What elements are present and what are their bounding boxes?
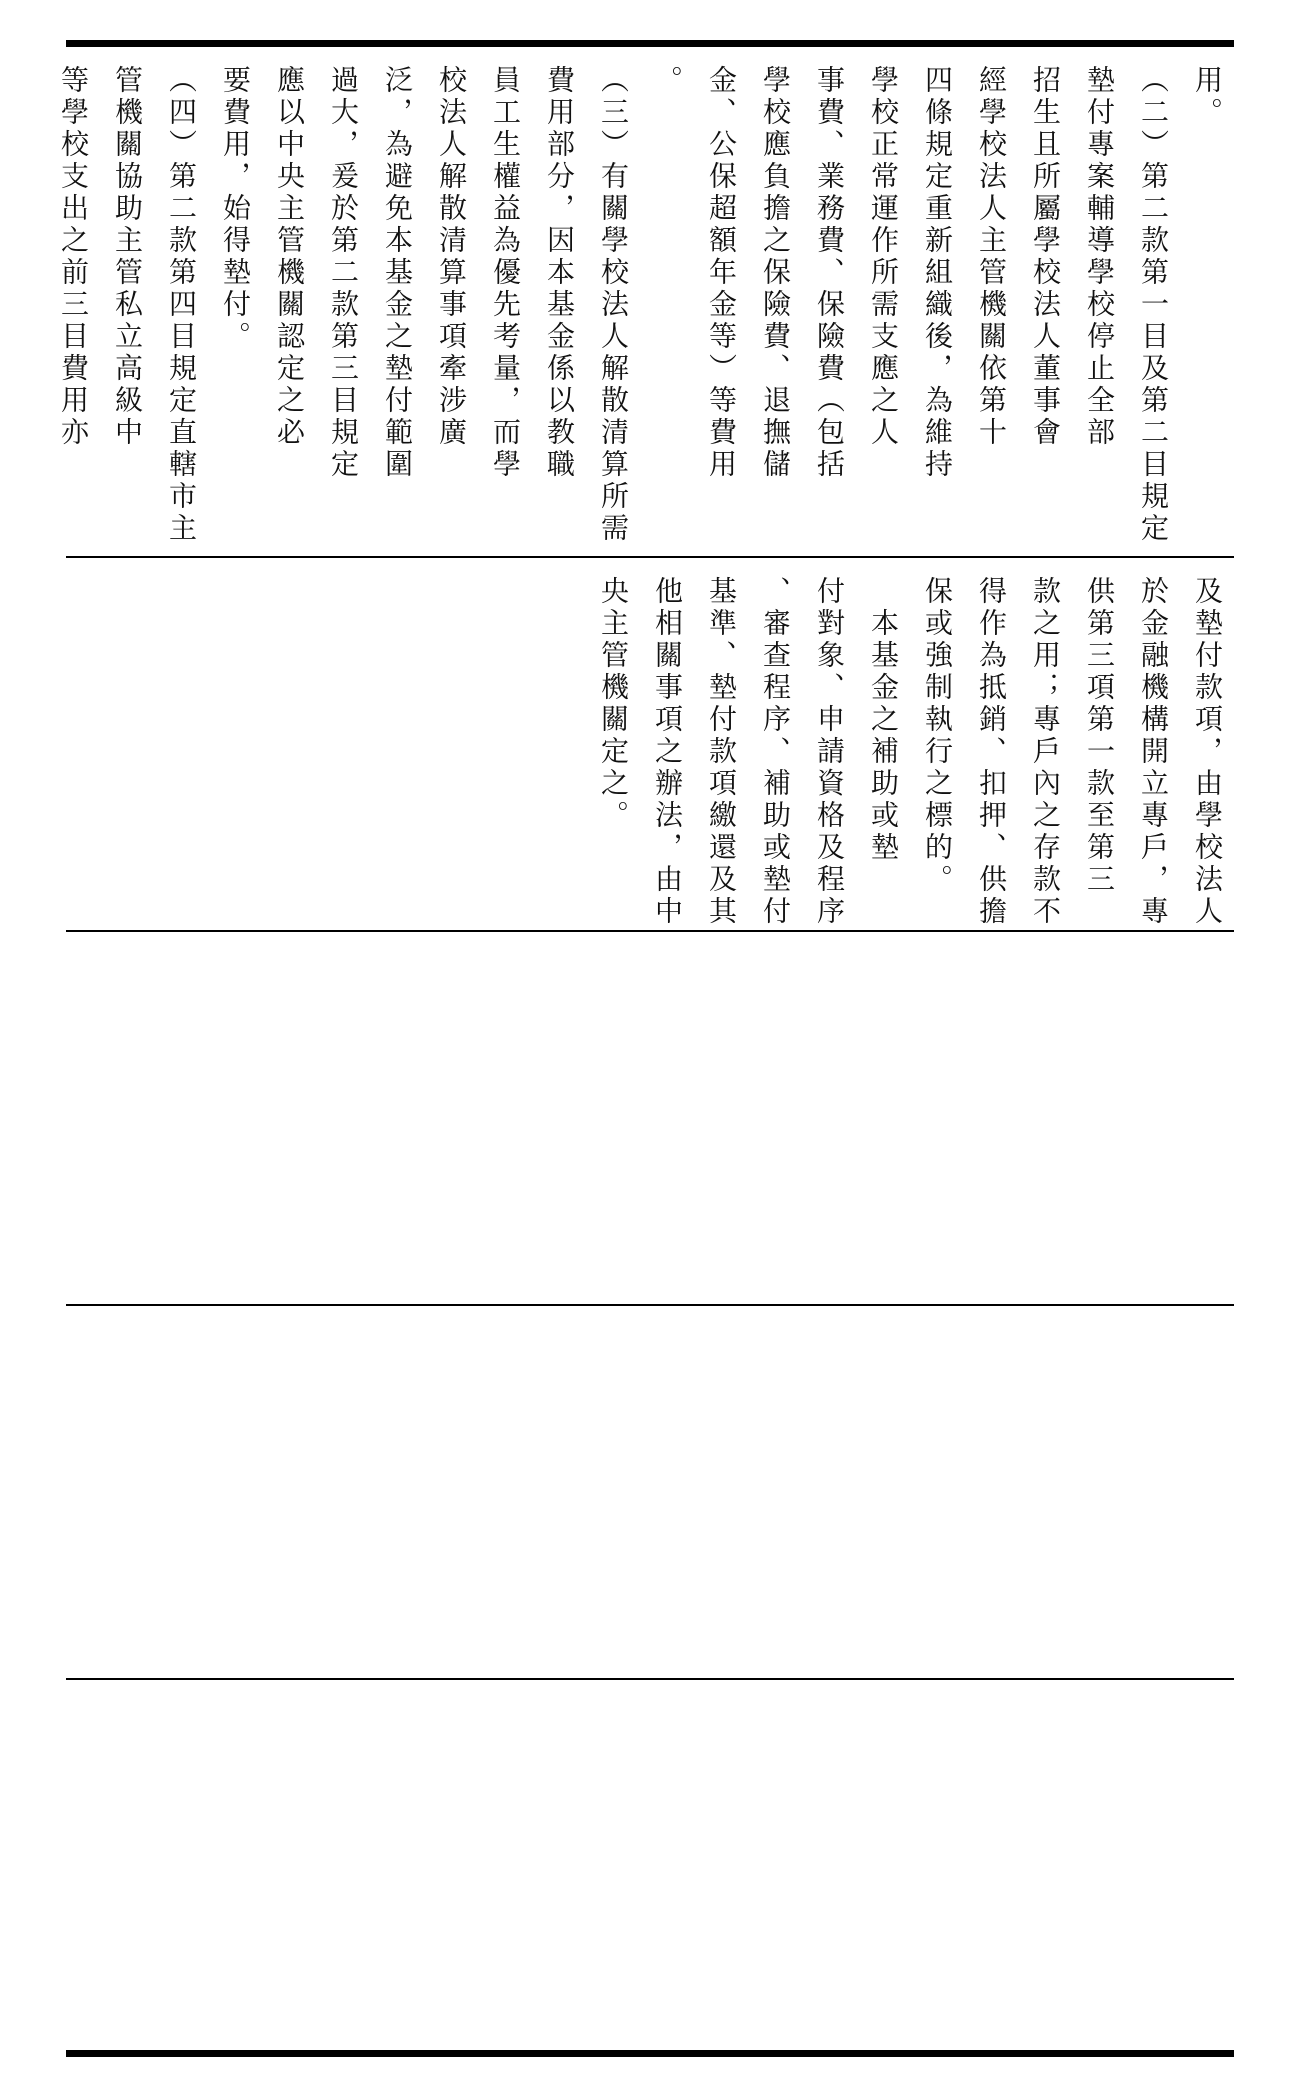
text-line: 他相關事項之辦法，由中 bbox=[651, 576, 684, 928]
text-line: 、審查程序、補助或墊付 bbox=[759, 576, 792, 928]
text-line: 泛，為避免本基金之墊付範圍 bbox=[381, 65, 414, 481]
text-line: 等學校支出之前三目費用亦 bbox=[57, 65, 90, 449]
text-line: （二）第二款第一目及第二目規定 bbox=[1137, 65, 1170, 545]
bottom-border-rule bbox=[66, 2050, 1234, 2057]
text-line: 校法人解散清算事項牽涉廣 bbox=[435, 65, 468, 449]
text-line: 員工生權益為優先考量，而學 bbox=[489, 65, 522, 481]
empty-cell-1 bbox=[66, 932, 1234, 1304]
text-line: 學校應負擔之保險費、退撫儲 bbox=[759, 65, 792, 481]
text-line: 用。 bbox=[1191, 65, 1224, 129]
empty-cell-3 bbox=[66, 1680, 1234, 2050]
text-line: 經學校法人主管機關依第十 bbox=[975, 65, 1008, 449]
article-text-cell bbox=[66, 558, 1234, 930]
text-line: 本基金之補助或墊 bbox=[867, 576, 900, 864]
text-line: 應以中央主管機關認定之必 bbox=[273, 65, 306, 449]
text-line: 要費用，始得墊付。 bbox=[219, 65, 252, 353]
empty-cell-2 bbox=[66, 1306, 1234, 1678]
text-line: （四）第二款第四目規定直轄市主 bbox=[165, 65, 198, 545]
text-line: 墊付專案輔導學校停止全部 bbox=[1083, 65, 1116, 449]
text-line: 得作為抵銷、扣押、供擔 bbox=[975, 576, 1008, 928]
top-border-rule bbox=[66, 40, 1234, 47]
text-line: 。 bbox=[651, 65, 684, 97]
explanation-text bbox=[57, 47, 1234, 556]
text-line: 款之用；專戶內之存款不 bbox=[1029, 576, 1062, 928]
text-line: 過大，爰於第二款第三目規定 bbox=[327, 65, 360, 481]
text-line: 費用部分，因本基金係以教職 bbox=[543, 65, 576, 481]
text-line: 及墊付款項，由學校法人 bbox=[1191, 576, 1224, 928]
text-line: 於金融機構開立專戶，專 bbox=[1137, 576, 1170, 928]
text-line: 付對象、申請資格及程序 bbox=[813, 576, 846, 928]
text-line: 供第三項第一款至第三 bbox=[1083, 576, 1116, 896]
text-line: 事費、業務費、保險費（包括 bbox=[813, 65, 846, 481]
text-line: 保或強制執行之標的。 bbox=[921, 576, 954, 896]
text-line: 學校正常運作所需支應之人 bbox=[867, 65, 900, 449]
text-line: 管機關協助主管私立高級中 bbox=[111, 65, 144, 449]
text-line: 金、公保超額年金等）等費用 bbox=[705, 65, 738, 481]
explanation-cell bbox=[57, 47, 1234, 556]
text-line: （三）有關學校法人解散清算所需 bbox=[597, 65, 630, 545]
text-line: 央主管機關定之。 bbox=[597, 576, 630, 832]
text-line: 基準、墊付款項繳還及其 bbox=[705, 576, 738, 928]
article-text bbox=[66, 558, 1234, 930]
text-line: 四條規定重新組織後，為維持 bbox=[921, 65, 954, 481]
text-line: 招生且所屬學校法人董事會 bbox=[1029, 65, 1062, 449]
